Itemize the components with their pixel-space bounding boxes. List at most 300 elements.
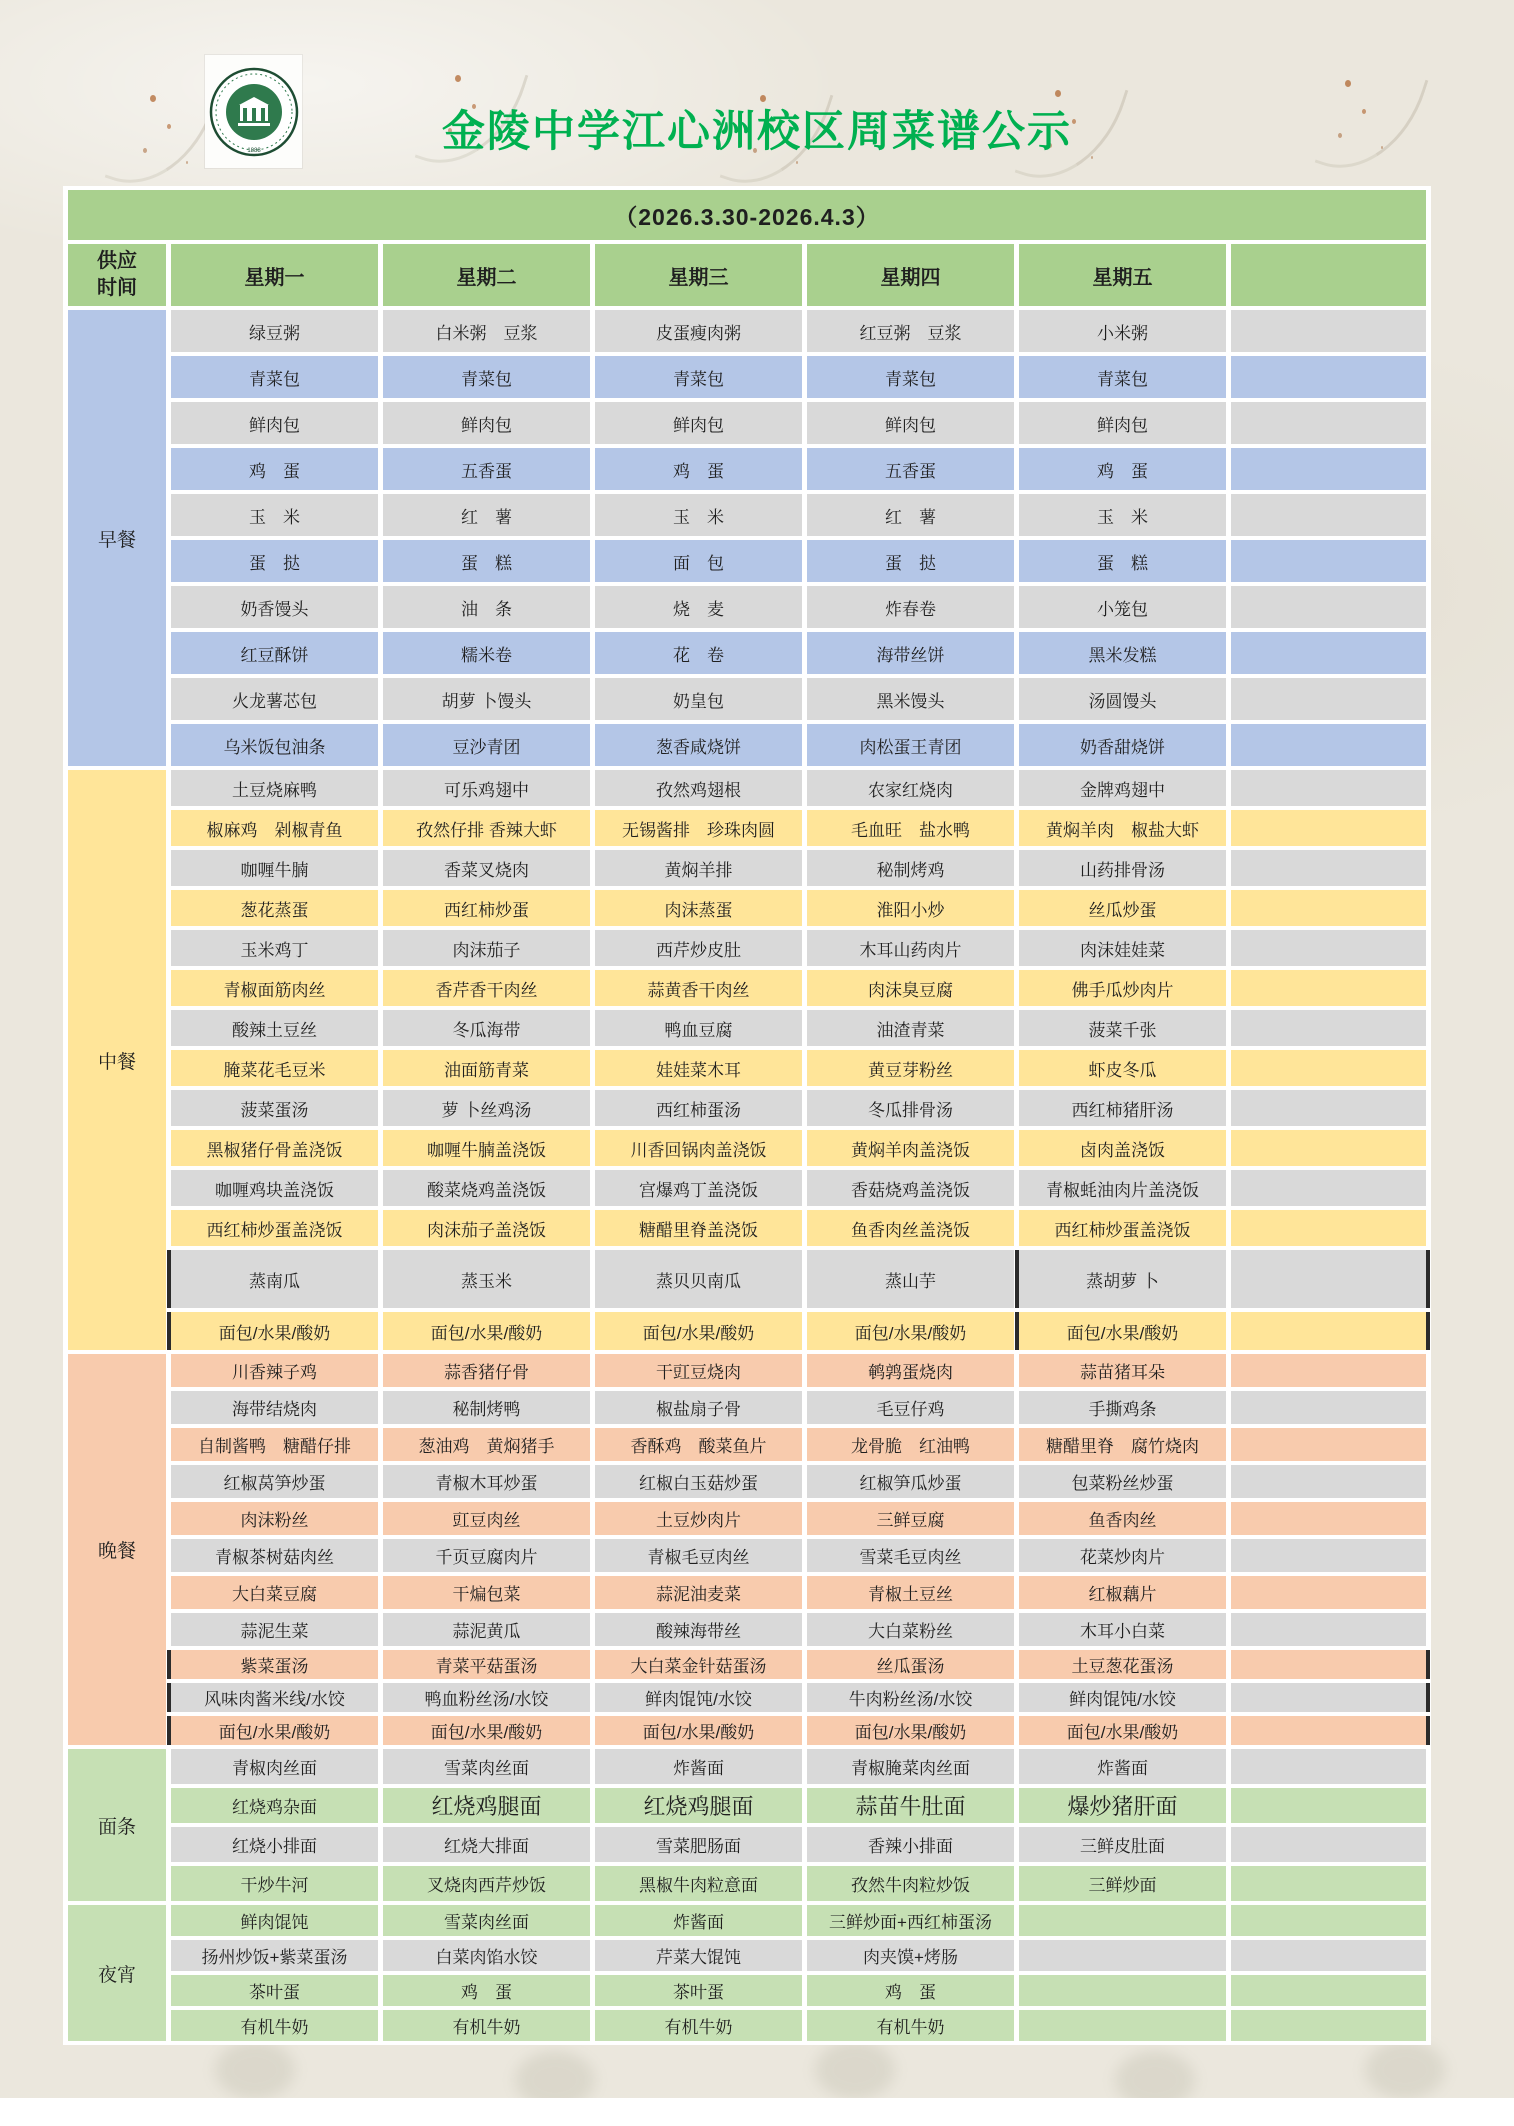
menu-cell: 丝瓜蛋汤	[807, 1650, 1014, 1679]
menu-cell: 娃娃菜木耳	[595, 1050, 802, 1086]
day-header-thursday: 星期四	[807, 244, 1014, 306]
menu-cell: 干煸包菜	[383, 1576, 590, 1609]
menu-cell: 糖醋里脊盖浇饭	[595, 1210, 802, 1246]
menu-cell: 花 卷	[595, 632, 802, 674]
menu-cell: 蛋 挞	[171, 540, 378, 582]
menu-cell: 酸辣海带丝	[595, 1613, 802, 1646]
menu-cell: 土豆烧麻鸭	[171, 770, 378, 806]
menu-cell: 黄焖羊排	[595, 850, 802, 886]
menu-row-dinner	[68, 1650, 1426, 1679]
menu-cell: 红烧鸡杂面	[171, 1788, 378, 1823]
menu-row-night	[68, 1975, 1426, 2006]
day-header-wednesday: 星期三	[595, 244, 802, 306]
menu-cell: 蒜泥黄瓜	[383, 1613, 590, 1646]
menu-cell-empty	[1019, 2010, 1226, 2041]
menu-cell: 豇豆肉丝	[383, 1502, 590, 1535]
menu-cell: 虾皮冬瓜	[1019, 1050, 1226, 1086]
menu-cell: 炸春卷	[807, 586, 1014, 628]
menu-cell: 三鲜皮肚面	[1019, 1827, 1226, 1862]
menu-cell: 冬瓜排骨汤	[807, 1090, 1014, 1126]
menu-row-breakfast	[68, 724, 1426, 766]
menu-cell: 五香蛋	[383, 448, 590, 490]
menu-cell: 木耳山药肉片	[807, 930, 1014, 966]
menu-cell: 玉 米	[595, 494, 802, 536]
date-row	[68, 190, 1426, 240]
menu-cell: 土豆炒肉片	[595, 1502, 802, 1535]
menu-cell: 黑椒牛肉粒意面	[595, 1866, 802, 1901]
menu-cell: 金牌鸡翅中	[1019, 770, 1226, 806]
menu-cell: 三鲜炒面+西红柿蛋汤	[807, 1905, 1014, 1936]
menu-cell-empty	[1231, 1613, 1426, 1646]
menu-row-noodles	[68, 1866, 1426, 1901]
menu-cell: 汤圆馒头	[1019, 678, 1226, 720]
menu-cell: 香菇烧鸡盖浇饭	[807, 1170, 1014, 1206]
menu-row-dinner	[68, 1716, 1426, 1745]
menu-cell: 西红柿猪肝汤	[1019, 1090, 1226, 1126]
menu-cell: 糯米卷	[383, 632, 590, 674]
menu-cell: 西红柿炒蛋盖浇饭	[1019, 1210, 1226, 1246]
menu-cell: 三鲜炒面	[1019, 1866, 1226, 1901]
menu-cell: 无锡酱排 珍珠肉圆	[595, 810, 802, 846]
menu-cell: 鸭血粉丝汤/水饺	[383, 1683, 590, 1712]
menu-cell: 雪菜肥肠面	[595, 1827, 802, 1862]
menu-cell: 千页豆腐肉片	[383, 1539, 590, 1572]
menu-cell: 牛肉粉丝汤/水饺	[807, 1683, 1014, 1712]
menu-cell-empty	[1231, 724, 1426, 766]
menu-row-lunch	[68, 890, 1426, 926]
menu-cell: 包菜粉丝炒蛋	[1019, 1465, 1226, 1498]
menu-cell: 山药排骨汤	[1019, 850, 1226, 886]
menu-cell: 绿豆粥	[171, 310, 378, 352]
menu-cell: 有机牛奶	[171, 2010, 378, 2041]
menu-cell: 面包/水果/酸奶	[383, 1312, 590, 1350]
menu-cell: 红烧小排面	[171, 1827, 378, 1862]
menu-cell: 肉沫娃娃菜	[1019, 930, 1226, 966]
menu-row-breakfast	[68, 632, 1426, 674]
menu-cell: 青椒面筋肉丝	[171, 970, 378, 1006]
menu-cell: 茶叶蛋	[595, 1975, 802, 2006]
menu-cell: 皮蛋瘦肉粥	[595, 310, 802, 352]
menu-cell: 青椒土豆丝	[807, 1576, 1014, 1609]
corner-header	[68, 244, 166, 306]
menu-cell: 鲜肉馄饨	[171, 1905, 378, 1936]
menu-cell: 青椒茶树菇肉丝	[171, 1539, 378, 1572]
menu-cell-empty	[1231, 1940, 1426, 1971]
menu-cell: 奶香馒头	[171, 586, 378, 628]
menu-row-lunch	[68, 1010, 1426, 1046]
menu-cell: 雪菜肉丝面	[383, 1749, 590, 1784]
menu-cell-empty	[1231, 1465, 1426, 1498]
menu-cell: 佛手瓜炒肉片	[1019, 970, 1226, 1006]
menu-cell: 青椒蚝油肉片盖浇饭	[1019, 1170, 1226, 1206]
date-range: （2026.3.30-2026.4.3）	[68, 190, 1426, 240]
menu-cell: 肉沫茄子盖浇饭	[383, 1210, 590, 1246]
menu-cell-empty	[1231, 890, 1426, 926]
menu-row-dinner	[68, 1576, 1426, 1609]
menu-cell: 川香辣子鸡	[171, 1354, 378, 1387]
menu-cell-empty	[1231, 1090, 1426, 1126]
menu-cell: 有机牛奶	[383, 2010, 590, 2041]
menu-row-lunch	[68, 1090, 1426, 1126]
menu-cell-empty	[1231, 1428, 1426, 1461]
menu-cell: 香酥鸡 酸菜鱼片	[595, 1428, 802, 1461]
menu-cell: 胡萝 卜馒头	[383, 678, 590, 720]
menu-cell-empty	[1231, 1502, 1426, 1535]
menu-cell: 青椒木耳炒蛋	[383, 1465, 590, 1498]
menu-cell: 鲜肉包	[807, 402, 1014, 444]
day-header-friday: 星期五	[1019, 244, 1226, 306]
menu-cell: 红椒白玉菇炒蛋	[595, 1465, 802, 1498]
menu-row-dinner	[68, 1683, 1426, 1712]
menu-cell-empty	[1231, 1312, 1426, 1350]
menu-cell: 乌米饭包油条	[171, 724, 378, 766]
menu-cell: 面包/水果/酸奶	[1019, 1716, 1226, 1745]
menu-cell: 青椒毛豆肉丝	[595, 1539, 802, 1572]
menu-cell-empty	[1231, 1250, 1426, 1308]
menu-row-lunch	[68, 930, 1426, 966]
menu-cell: 蒜香猪仔骨	[383, 1354, 590, 1387]
menu-cell: 叉烧肉西芹炒饭	[383, 1866, 590, 1901]
menu-row-breakfast	[68, 540, 1426, 582]
section-label-dinner: 晚餐	[68, 1354, 166, 1745]
menu-cell: 面包/水果/酸奶	[595, 1716, 802, 1745]
menu-cell: 爆炒猪肝面	[1019, 1788, 1226, 1823]
menu-row-noodles	[68, 1788, 1426, 1823]
menu-row-lunch	[68, 970, 1426, 1006]
menu-cell: 干豇豆烧肉	[595, 1354, 802, 1387]
menu-cell: 咖喱鸡块盖浇饭	[171, 1170, 378, 1206]
menu-cell: 大白菜豆腐	[171, 1576, 378, 1609]
menu-cell: 白菜肉馅水饺	[383, 1940, 590, 1971]
menu-cell: 萝 卜丝鸡汤	[383, 1090, 590, 1126]
menu-cell-empty	[1231, 1010, 1426, 1046]
menu-cell: 紫菜蛋汤	[171, 1650, 378, 1679]
menu-cell-empty	[1231, 586, 1426, 628]
menu-row-dinner	[68, 1539, 1426, 1572]
menu-cell-empty	[1231, 930, 1426, 966]
menu-cell: 黑米馒头	[807, 678, 1014, 720]
day-header-monday: 星期一	[171, 244, 378, 306]
menu-row-breakfast	[68, 356, 1426, 398]
menu-cell: 鲜肉包	[1019, 402, 1226, 444]
menu-cell: 肉松蛋王青团	[807, 724, 1014, 766]
menu-row-noodles	[68, 1749, 1426, 1784]
menu-cell: 鱼香肉丝盖浇饭	[807, 1210, 1014, 1246]
day-header-empty	[1231, 244, 1426, 306]
menu-cell: 鸡 蛋	[171, 448, 378, 490]
menu-row-lunch	[68, 1130, 1426, 1166]
menu-cell-empty	[1231, 632, 1426, 674]
menu-cell: 五香蛋	[807, 448, 1014, 490]
menu-cell: 蒜泥生菜	[171, 1613, 378, 1646]
menu-cell: 葱油鸡 黄焖猪手	[383, 1428, 590, 1461]
menu-cell: 菠菜蛋汤	[171, 1090, 378, 1126]
corner-header-label: 供应时间	[97, 250, 137, 299]
menu-cell-empty	[1231, 1170, 1426, 1206]
menu-cell: 鸭血豆腐	[595, 1010, 802, 1046]
menu-cell: 孜然仔排 香辣大虾	[383, 810, 590, 846]
menu-table	[63, 186, 1431, 2045]
menu-cell: 蒜黄香干肉丝	[595, 970, 802, 1006]
menu-cell: 茶叶蛋	[171, 1975, 378, 2006]
menu-row-dinner	[68, 1465, 1426, 1498]
menu-row-lunch	[68, 1050, 1426, 1086]
menu-cell: 红烧鸡腿面	[595, 1788, 802, 1823]
menu-cell: 干炒牛河	[171, 1866, 378, 1901]
menu-cell-empty	[1231, 1539, 1426, 1572]
menu-row-noodles	[68, 1827, 1426, 1862]
menu-cell: 红烧鸡腿面	[383, 1788, 590, 1823]
menu-row-dinner	[68, 1354, 1426, 1387]
menu-cell: 红椒笋瓜炒蛋	[807, 1465, 1014, 1498]
menu-cell: 鲜肉包	[383, 402, 590, 444]
menu-cell: 花菜炒肉片	[1019, 1539, 1226, 1572]
menu-cell: 面包/水果/酸奶	[807, 1312, 1014, 1350]
menu-cell-empty	[1231, 402, 1426, 444]
menu-row-breakfast	[68, 586, 1426, 628]
menu-cell: 油面筋青菜	[383, 1050, 590, 1086]
menu-cell: 玉米鸡丁	[171, 930, 378, 966]
menu-cell: 卤肉盖浇饭	[1019, 1130, 1226, 1166]
menu-cell: 红豆粥 豆浆	[807, 310, 1014, 352]
menu-cell: 红 薯	[383, 494, 590, 536]
menu-cell: 蒜泥油麦菜	[595, 1576, 802, 1609]
menu-cell: 面包/水果/酸奶	[595, 1312, 802, 1350]
menu-row-breakfast	[68, 448, 1426, 490]
menu-cell-empty	[1231, 1391, 1426, 1424]
menu-cell: 面包/水果/酸奶	[1019, 1312, 1226, 1350]
menu-cell: 菠菜千张	[1019, 1010, 1226, 1046]
menu-cell: 毛豆仔鸡	[807, 1391, 1014, 1424]
menu-cell: 黄焖羊肉盖浇饭	[807, 1130, 1014, 1166]
menu-cell: 奶皇包	[595, 678, 802, 720]
menu-cell: 扬州炒饭+紫菜蛋汤	[171, 1940, 378, 1971]
menu-cell: 土豆葱花蛋汤	[1019, 1650, 1226, 1679]
menu-cell: 孜然鸡翅根	[595, 770, 802, 806]
menu-cell-empty	[1019, 1940, 1226, 1971]
menu-cell: 肉沫臭豆腐	[807, 970, 1014, 1006]
menu-cell: 红烧大排面	[383, 1827, 590, 1862]
menu-cell-empty	[1231, 678, 1426, 720]
menu-cell-empty	[1231, 970, 1426, 1006]
menu-cell-empty	[1231, 1905, 1426, 1936]
menu-cell: 香芹香干肉丝	[383, 970, 590, 1006]
menu-cell: 有机牛奶	[807, 2010, 1014, 2041]
menu-row-dinner	[68, 1502, 1426, 1535]
menu-cell-empty	[1231, 494, 1426, 536]
menu-cell: 酸菜烧鸡盖浇饭	[383, 1170, 590, 1206]
menu-row-dinner	[68, 1428, 1426, 1461]
menu-cell-empty	[1231, 310, 1426, 352]
section-label-noodles: 面条	[68, 1749, 166, 1901]
menu-cell: 青菜包	[807, 356, 1014, 398]
menu-cell: 川香回锅肉盖浇饭	[595, 1130, 802, 1166]
menu-cell: 香辣小排面	[807, 1827, 1014, 1862]
menu-cell: 火龙薯芯包	[171, 678, 378, 720]
menu-cell: 西红柿炒蛋盖浇饭	[171, 1210, 378, 1246]
menu-cell: 咖喱牛腩	[171, 850, 378, 886]
menu-cell: 油 条	[383, 586, 590, 628]
menu-cell: 炸酱面	[595, 1749, 802, 1784]
menu-cell: 青菜包	[383, 356, 590, 398]
menu-cell: 西红柿炒蛋	[383, 890, 590, 926]
menu-cell: 鲜肉包	[595, 402, 802, 444]
menu-cell: 腌菜花毛豆米	[171, 1050, 378, 1086]
menu-cell: 面包/水果/酸奶	[171, 1312, 378, 1350]
menu-cell: 青菜平菇蛋汤	[383, 1650, 590, 1679]
menu-cell: 蛋 糕	[1019, 540, 1226, 582]
menu-row-lunch	[68, 1250, 1426, 1308]
menu-cell: 鸡 蛋	[807, 1975, 1014, 2006]
menu-cell: 蛋 挞	[807, 540, 1014, 582]
menu-cell: 雪菜毛豆肉丝	[807, 1539, 1014, 1572]
menu-cell: 孜然牛肉粒炒饭	[807, 1866, 1014, 1901]
menu-cell: 烧 麦	[595, 586, 802, 628]
menu-cell: 咖喱牛腩盖浇饭	[383, 1130, 590, 1166]
menu-cell: 风味肉酱米线/水饺	[171, 1683, 378, 1712]
menu-cell: 可乐鸡翅中	[383, 770, 590, 806]
menu-cell-empty	[1231, 1827, 1426, 1862]
menu-cell: 蒸玉米	[383, 1250, 590, 1308]
menu-cell: 青椒腌菜肉丝面	[807, 1749, 1014, 1784]
menu-cell: 冬瓜海带	[383, 1010, 590, 1046]
menu-cell-empty	[1231, 1749, 1426, 1784]
menu-row-night	[68, 2010, 1426, 2041]
menu-cell-empty	[1231, 356, 1426, 398]
menu-cell: 小米粥	[1019, 310, 1226, 352]
menu-cell: 黑椒猪仔骨盖浇饭	[171, 1130, 378, 1166]
menu-cell: 雪菜肉丝面	[383, 1905, 590, 1936]
menu-cell: 西芹炒皮肚	[595, 930, 802, 966]
menu-cell: 鸡 蛋	[1019, 448, 1226, 490]
background-motif	[1100, 2040, 1210, 2098]
svg-text:1888: 1888	[246, 147, 261, 154]
menu-row-breakfast	[68, 678, 1426, 720]
menu-cell: 红椒藕片	[1019, 1576, 1226, 1609]
background-motif	[500, 2040, 610, 2098]
menu-row-lunch	[68, 770, 1426, 806]
menu-cell: 面包/水果/酸奶	[171, 1716, 378, 1745]
menu-cell: 龙骨脆 红油鸭	[807, 1428, 1014, 1461]
menu-cell: 面包/水果/酸奶	[807, 1716, 1014, 1745]
menu-cell: 肉夹馍+烤肠	[807, 1940, 1014, 1971]
menu-cell: 海带丝饼	[807, 632, 1014, 674]
menu-cell-empty	[1231, 1354, 1426, 1387]
menu-cell: 炸酱面	[1019, 1749, 1226, 1784]
menu-cell: 糖醋里脊 腐竹烧肉	[1019, 1428, 1226, 1461]
menu-cell: 椒盐扇子骨	[595, 1391, 802, 1424]
menu-cell-empty	[1231, 1650, 1426, 1679]
menu-cell: 肉沫茄子	[383, 930, 590, 966]
menu-row-lunch	[68, 810, 1426, 846]
menu-cell: 秘制烤鸭	[383, 1391, 590, 1424]
menu-cell: 蒜苗牛肚面	[807, 1788, 1014, 1823]
menu-cell: 自制酱鸭 糖醋仔排	[171, 1428, 378, 1461]
menu-cell: 青菜包	[1019, 356, 1226, 398]
menu-cell: 面包/水果/酸奶	[383, 1716, 590, 1745]
menu-cell-empty	[1231, 810, 1426, 846]
menu-cell: 大白菜金针菇蛋汤	[595, 1650, 802, 1679]
menu-row-lunch	[68, 1210, 1426, 1246]
menu-cell: 芹菜大馄饨	[595, 1940, 802, 1971]
menu-cell-empty	[1231, 1716, 1426, 1745]
menu-cell: 西红柿蛋汤	[595, 1090, 802, 1126]
section-label-breakfast: 早餐	[68, 310, 166, 766]
menu-cell-empty	[1231, 850, 1426, 886]
menu-cell-empty	[1019, 1975, 1226, 2006]
menu-cell: 鱼香肉丝	[1019, 1502, 1226, 1535]
menu-cell: 红椒莴笋炒蛋	[171, 1465, 378, 1498]
menu-cell: 鸡 蛋	[383, 1975, 590, 2006]
menu-cell-empty	[1231, 540, 1426, 582]
menu-cell: 黄豆芽粉丝	[807, 1050, 1014, 1086]
menu-cell: 木耳小白菜	[1019, 1613, 1226, 1646]
menu-row-dinner	[68, 1613, 1426, 1646]
menu-cell: 葱香咸烧饼	[595, 724, 802, 766]
menu-cell: 炸酱面	[595, 1905, 802, 1936]
menu-cell: 小笼包	[1019, 586, 1226, 628]
menu-cell: 海带结烧肉	[171, 1391, 378, 1424]
menu-cell: 毛血旺 盐水鸭	[807, 810, 1014, 846]
menu-cell: 豆沙青团	[383, 724, 590, 766]
menu-cell-empty	[1231, 1683, 1426, 1712]
menu-cell: 奶香甜烧饼	[1019, 724, 1226, 766]
menu-row-night	[68, 1905, 1426, 1936]
menu-cell: 面 包	[595, 540, 802, 582]
menu-cell: 葱花蒸蛋	[171, 890, 378, 926]
menu-cell: 黑米发糕	[1019, 632, 1226, 674]
menu-row-dinner	[68, 1391, 1426, 1424]
menu-cell: 三鲜豆腐	[807, 1502, 1014, 1535]
menu-cell: 蛋 糕	[383, 540, 590, 582]
menu-row-lunch	[68, 850, 1426, 886]
menu-row-lunch	[68, 1170, 1426, 1206]
day-header-tuesday: 星期二	[383, 244, 590, 306]
menu-cell: 玉 米	[171, 494, 378, 536]
menu-cell-empty	[1231, 1210, 1426, 1246]
menu-cell-empty	[1231, 770, 1426, 806]
menu-cell: 蒜苗猪耳朵	[1019, 1354, 1226, 1387]
menu-cell: 酸辣土豆丝	[171, 1010, 378, 1046]
menu-cell: 黄焖羊肉 椒盐大虾	[1019, 810, 1226, 846]
menu-body	[68, 310, 1426, 2041]
menu-row-breakfast	[68, 494, 1426, 536]
menu-cell: 肉沫粉丝	[171, 1502, 378, 1535]
menu-cell: 鲜肉馄饨/水饺	[1019, 1683, 1226, 1712]
page-title: 金陵中学江心洲校区周菜谱公示	[442, 108, 1072, 156]
menu-row-lunch	[68, 1312, 1426, 1350]
menu-cell: 肉沫蒸蛋	[595, 890, 802, 926]
menu-cell: 蒸胡萝 卜	[1019, 1250, 1226, 1308]
menu-cell: 香菜叉烧肉	[383, 850, 590, 886]
menu-cell: 红豆酥饼	[171, 632, 378, 674]
menu-cell-empty	[1231, 1788, 1426, 1823]
menu-cell: 蒸贝贝南瓜	[595, 1250, 802, 1308]
menu-cell-empty	[1231, 1130, 1426, 1166]
menu-cell: 大白菜粉丝	[807, 1613, 1014, 1646]
menu-cell: 鲜肉包	[171, 402, 378, 444]
menu-cell: 油渣青菜	[807, 1010, 1014, 1046]
menu-cell-empty	[1231, 1866, 1426, 1901]
menu-cell: 宫爆鸡丁盖浇饭	[595, 1170, 802, 1206]
menu-cell: 鹌鹑蛋烧肉	[807, 1354, 1014, 1387]
menu-cell: 秘制烤鸡	[807, 850, 1014, 886]
menu-row-breakfast	[68, 402, 1426, 444]
menu-row-breakfast	[68, 310, 1426, 352]
menu-cell-empty	[1231, 1975, 1426, 2006]
menu-row-night	[68, 1940, 1426, 1971]
menu-cell: 青菜包	[595, 356, 802, 398]
